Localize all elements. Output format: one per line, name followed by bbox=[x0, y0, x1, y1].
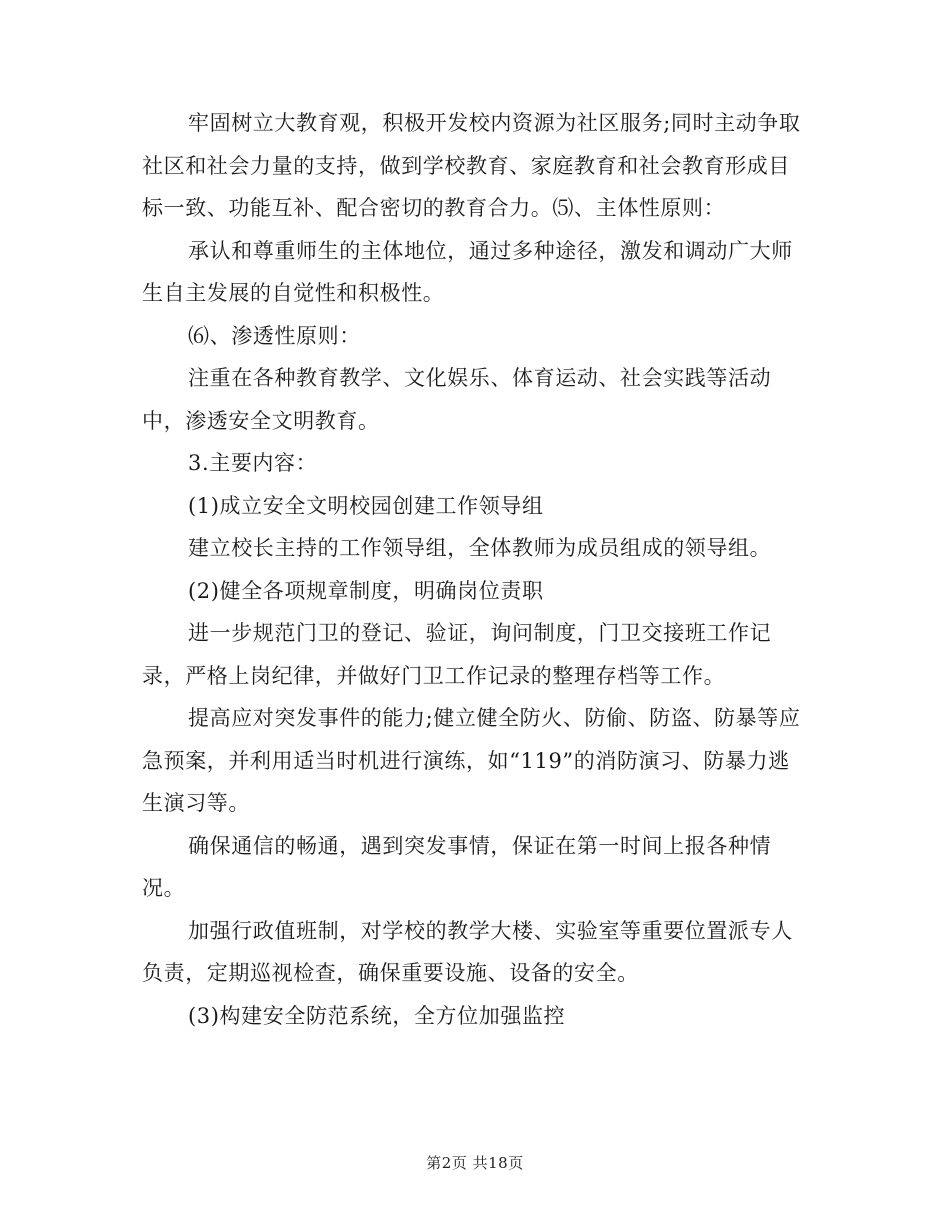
paragraph-line: 确保通信的畅通，遇到突发事情，保证在第一时间上报各种情 bbox=[188, 833, 772, 858]
paragraph-line: 生自主发展的自觉性和积极性。 bbox=[142, 281, 445, 305]
paragraph-line: 标一致、功能互补、配合密切的教育合力。⑸、主体性原则： bbox=[142, 196, 726, 220]
paragraph-line: 进一步规范门卫的登记、验证，询问制度，门卫交接班工作记 bbox=[188, 621, 772, 645]
paragraph-line: 况。 bbox=[142, 876, 186, 900]
body-text bbox=[142, 102, 822, 1037]
paragraph-line: 承认和尊重师生的主体地位，通过多种途径，激发和调动广大师 bbox=[188, 238, 793, 263]
section-heading: (2)健全各项规章制度，明确岗位责职 bbox=[188, 578, 544, 603]
paragraph-line: 牢固树立大教育观，积极开发校内资源为社区服务;同时主动争取 bbox=[188, 111, 801, 135]
section-heading: (3)构建安全防范系统，全方位加强监控 bbox=[188, 1003, 566, 1028]
paragraph-line: 急预案，并利用适当时机进行演练，如“119”的消防演习、防暴力逃 bbox=[142, 748, 790, 773]
paragraph-line: 录，严格上岗纪律，并做好门卫工作记录的整理存档等工作。 bbox=[142, 663, 726, 688]
paragraph-line: 提高应对突发事件的能力;健立健全防火、防偷、防盗、防暴等应 bbox=[188, 706, 801, 730]
section-heading: 3.主要内容： bbox=[188, 451, 318, 475]
paragraph-line: 注重在各种教育教学、文化娱乐、体育运动、社会实践等活动 bbox=[188, 366, 772, 390]
paragraph-line: 建立校长主持的工作领导组，全体教师为成员组成的领导组。 bbox=[188, 536, 772, 560]
page-number-footer: 第2页 共18页 bbox=[426, 1154, 524, 1172]
paragraph-line: 生演习等。 bbox=[142, 791, 250, 815]
section-heading: (1)成立安全文明校园创建工作领导组 bbox=[188, 493, 544, 518]
paragraph-line: 负责，定期巡视检查，确保重要设施、设备的安全。 bbox=[142, 961, 639, 985]
paragraph-line: 中，渗透安全文明教育。 bbox=[142, 408, 380, 433]
paragraph-line: 加强行政值班制，对学校的教学大楼、实验室等重要位置派专人 bbox=[188, 918, 793, 943]
paragraph-line: 社区和社会力量的支持，做到学校教育、家庭教育和社会教育形成目 bbox=[142, 153, 790, 178]
section-heading: ⑹、渗透性原则： bbox=[188, 323, 361, 348]
